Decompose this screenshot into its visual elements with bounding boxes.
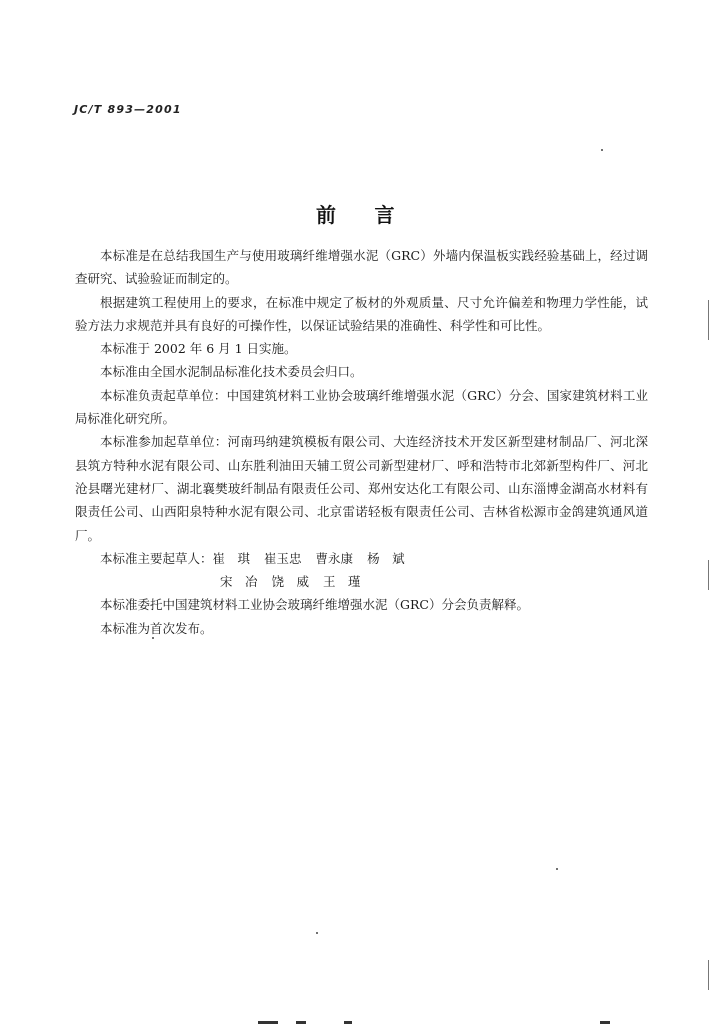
drafter-name: 曹永康: [315, 550, 354, 566]
scan-speck: [152, 637, 154, 639]
paragraph: 本标准为首次发布。: [100, 620, 213, 636]
standard-code: JC/T 893—2001: [74, 103, 182, 116]
drafters-label: 本标准主要起草人：: [100, 550, 213, 566]
title-part-1: 前: [316, 203, 337, 227]
scan-edge-line: [708, 560, 709, 590]
paragraph: 本标准由全国水泥制品标准化技术委员会归口。: [100, 364, 363, 380]
drafter-name: 宋 冶: [220, 574, 258, 590]
drafters-line-2: [75, 570, 648, 593]
scan-edge-line: [708, 300, 709, 340]
drafter-name: 饶 威: [271, 574, 310, 590]
drafter-name: 崔玉忠: [264, 550, 302, 566]
paragraph: 本标准是在总结我国生产与使用玻璃纤维增强水泥（GRC）外墙内保温板实践经验基础上，经过调查研究、试验验证而制定的。: [75, 248, 648, 287]
paragraph: 根据建筑工程使用上的要求，在标准中规定了板材的外观质量、尺寸允许偏差和物理力学性能，试验方法力求规范并具有良好的可操作性，以保证试验结果的准确性、科学性和可比性。: [75, 294, 648, 333]
paragraph: 本标准委托中国建筑材料工业协会玻璃纤维增强水泥（GRC）分会负责解释。: [100, 597, 529, 613]
drafter-name: 王 瑾: [323, 574, 361, 590]
paragraph: 本标准负责起草单位：中国建筑材料工业协会玻璃纤维增强水泥（GRC）分会、国家建筑材料工业局标准化研究所。: [75, 387, 648, 427]
drafter-name: 杨 斌: [367, 550, 405, 566]
paragraph: 本标准参加起草单位：河南玛纳建筑模板有限公司、大连经济技术开发区新型建材制品厂、河北深县筑方特种水泥有限公司、山东胜利油田天辅工贸公司新型建材厂、呼和浩特市北郊新型构件厂、河北沧县曙光建材厂、湖北襄樊玻纤制品有限责任公司、郑州安达化工有限公司、山东淄博金湖高水材料有限责任公司、山西阳泉特种水泥有限公司、北京雷诺轻板有限责任公司、吉林省松源市金鸽建筑通风道厂。: [75, 434, 648, 543]
scan-edge-line: [708, 960, 709, 990]
scan-speck: [556, 868, 558, 870]
drafter-name: 崔 琪: [212, 550, 251, 566]
page-title: [0, 199, 711, 228]
title-part-2: 言: [374, 203, 395, 227]
scan-speck: [601, 149, 603, 151]
body-text: [75, 244, 648, 640]
drafters-line-1: [75, 547, 648, 570]
paragraph: 本标准于 2002 年 6 月 1 日实施。: [100, 341, 297, 357]
scan-speck: [316, 932, 318, 934]
